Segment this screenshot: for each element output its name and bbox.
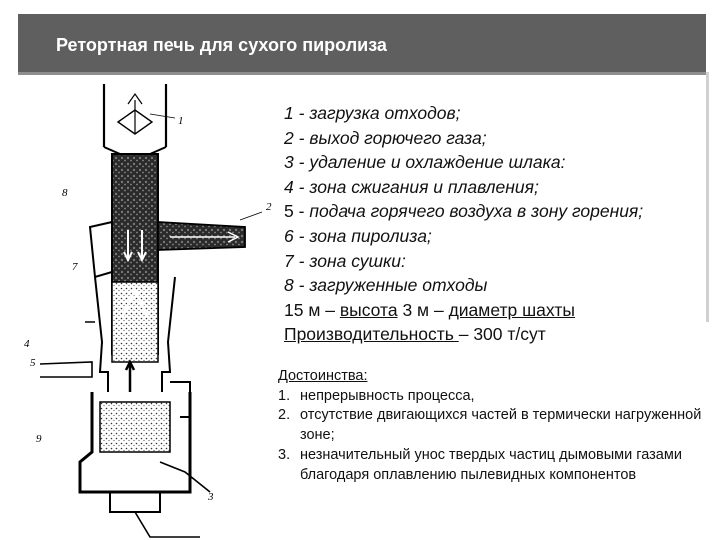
dimensions-line: 15 м – высота 3 м – диаметр шахты [284, 299, 575, 320]
legend-item: 2 - выход горючего газа; [284, 127, 487, 148]
legend-item: 1 - загрузка отходов; [284, 103, 461, 123]
diagram-label: 1 [178, 115, 184, 127]
diagram-label: 5 [30, 357, 36, 369]
merit-item: 3. незначительный унос твердых частиц дымовыми газами благодаря оплавлению пылевидных компонентов [278, 446, 682, 483]
merits-heading: Достоинства: [278, 368, 368, 384]
diagram-label: 8 [62, 187, 68, 199]
merits-section [278, 367, 720, 485]
combustion-chamber [40, 362, 210, 537]
title-bar [18, 14, 706, 75]
legend-item: 6 - зона пиролиза; [284, 225, 432, 246]
legend-item: 3 - удаление и охлаждение шлака: [284, 152, 566, 173]
slide-title: Ретортная печь для сухого пиролиза [56, 35, 387, 55]
legend-item: 4 - зона сжигания и плавления; [284, 176, 539, 197]
legend-item: 8 - загруженные отходы [284, 275, 488, 296]
diagram-label: 2 [266, 201, 272, 213]
shaft [112, 154, 158, 392]
productivity-line: Производительность – 300 т/сут [284, 324, 546, 345]
merit-item: 2. отсутствие двигающихся частей в термически нагруженной зоне; [278, 407, 702, 444]
legend-item: 5 - подача горячего воздуха в зону горения; [284, 201, 644, 222]
legend [284, 101, 714, 347]
diagram-label: 4 [24, 338, 30, 350]
diagram-label: 3 [208, 491, 214, 503]
furnace-diagram [0, 72, 280, 540]
hopper [104, 84, 175, 154]
merits-list [278, 387, 720, 486]
legend-item: 7 - зона сушки: [284, 250, 406, 271]
diagram-label: 9 [36, 433, 42, 445]
merit-item: 1. непрерывность процесса, [278, 387, 475, 404]
diagram-label: 7 [72, 261, 78, 273]
